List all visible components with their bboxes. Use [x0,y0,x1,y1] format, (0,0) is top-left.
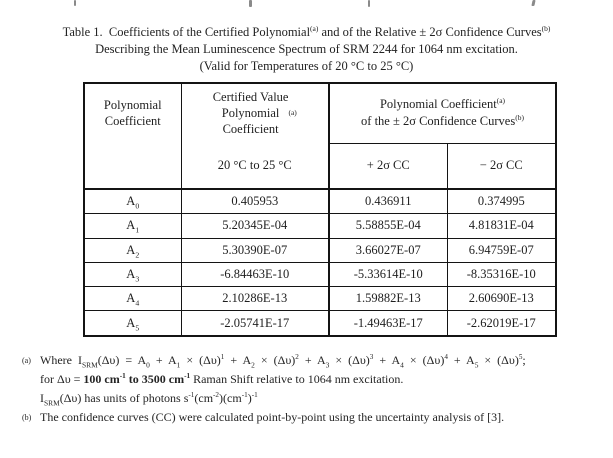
table-row [84,311,556,336]
clipped-text-fragment [368,0,370,7]
clipped-text-fragment [531,0,535,6]
header-row-1 [84,83,556,143]
table-row [84,238,556,262]
table-row [84,189,556,214]
minus-2sigma-value: -2.62019E-17 [447,311,556,336]
footnote-a-line-1: Where $I_{SRM}(\Delta\upsilon) = A_0 + A_1 \times (\Delta\upsilon)^1 + A_2 \times (\Delta\upsilon)^2 + A_3 \times (\Delta\upsilon)^3 + A_4 \times (\Delta\upsilon)^4 + A_5 \times (\Delta\upsilon)^5$; [40,353,526,370]
plus-2sigma-value: 1.59882E-13 [329,287,447,311]
footnote-a-line-2: for Δυ = 100 $cm^{-1}$ to 3500 $cm^{-1}$ Raman Shift relative to 1064 nm excitation. [40,372,404,386]
footnote-a-marker: (a) [22,356,31,365]
certified-value: -6.84463E-10 [181,262,329,286]
certified-value: 0.405953 [181,189,329,214]
header-plus-2sigma-cc: + 2σ CC [329,143,447,189]
coefficients-table [83,82,557,337]
footnote-a [22,351,600,408]
plus-2sigma-value: 0.436911 [329,189,447,214]
header-temperature-range: 20 °C to 25 °C [217,157,292,172]
certified-value: 5.20345E-04 [181,214,329,238]
minus-2sigma-value: 0.374995 [447,189,556,214]
footnote-b-line-1: The confidence curves (CC) were calculated point-by-point using the uncertainty analysis of [3]. [40,410,505,424]
footnote-b-marker: (b) [22,413,32,422]
table-row [84,262,556,286]
plus-2sigma-value: 5.58855E-04 [329,214,447,238]
header-polynomial-coefficient: Polynomial Coefficient [84,83,181,189]
coefficient-label: $A_1$ [84,214,181,238]
table-row [84,214,556,238]
clipped-text-fragment [249,0,252,7]
footnotes [22,351,600,427]
header-minus-2sigma-cc: − 2σ CC [447,143,556,189]
plus-2sigma-value: 3.66027E-07 [329,238,447,262]
minus-2sigma-value: -8.35316E-10 [447,262,556,286]
header-certified-value: Certified Value Polynomial Coefficient (a) 20 °C to 25 °C [181,83,329,189]
coefficient-label: $A_4$ [84,287,181,311]
coefficient-label: $A_5$ [84,311,181,336]
coefficient-label: $A_2$ [84,238,181,262]
header-confidence-curves-group: Polynomial Coefficient$^{(a)}$ of the ± 2σ Confidence Curves$^{(b)}$ [329,83,556,143]
clipped-text-fragment [74,0,76,6]
table-title-line-3: (Valid for Temperatures of 20 °C to 25 °C) [199,59,414,73]
table-row [84,287,556,311]
minus-2sigma-value: 2.60690E-13 [447,287,556,311]
minus-2sigma-value: 6.94759E-07 [447,238,556,262]
footnote-a-line-3: $I_{SRM}(\Delta\upsilon)$ has units of photons $s^{-1}(cm^{-2})(cm^{-1})^{-1}$ [40,391,258,408]
certified-value: 2.10286E-13 [181,287,329,311]
table-title-line-1: Table 1. Coefficients of the Certified Polynomial$^{(a)}$ and of the Relative ± 2σ Confidence Curves$^{(b)}$ [62,23,551,39]
footnote-b [22,408,600,427]
coefficient-label: $A_3$ [84,262,181,286]
coefficient-label: $A_0$ [84,189,181,214]
table-title-line-2: Describing the Mean Luminescence Spectrum of SRM 2244 for 1064 nm excitation. [95,42,518,56]
table-title [0,24,613,75]
certified-value: -2.05741E-17 [181,311,329,336]
plus-2sigma-value: -5.33614E-10 [329,262,447,286]
minus-2sigma-value: 4.81831E-04 [447,214,556,238]
plus-2sigma-value: -1.49463E-17 [329,311,447,336]
certified-value: 5.30390E-07 [181,238,329,262]
